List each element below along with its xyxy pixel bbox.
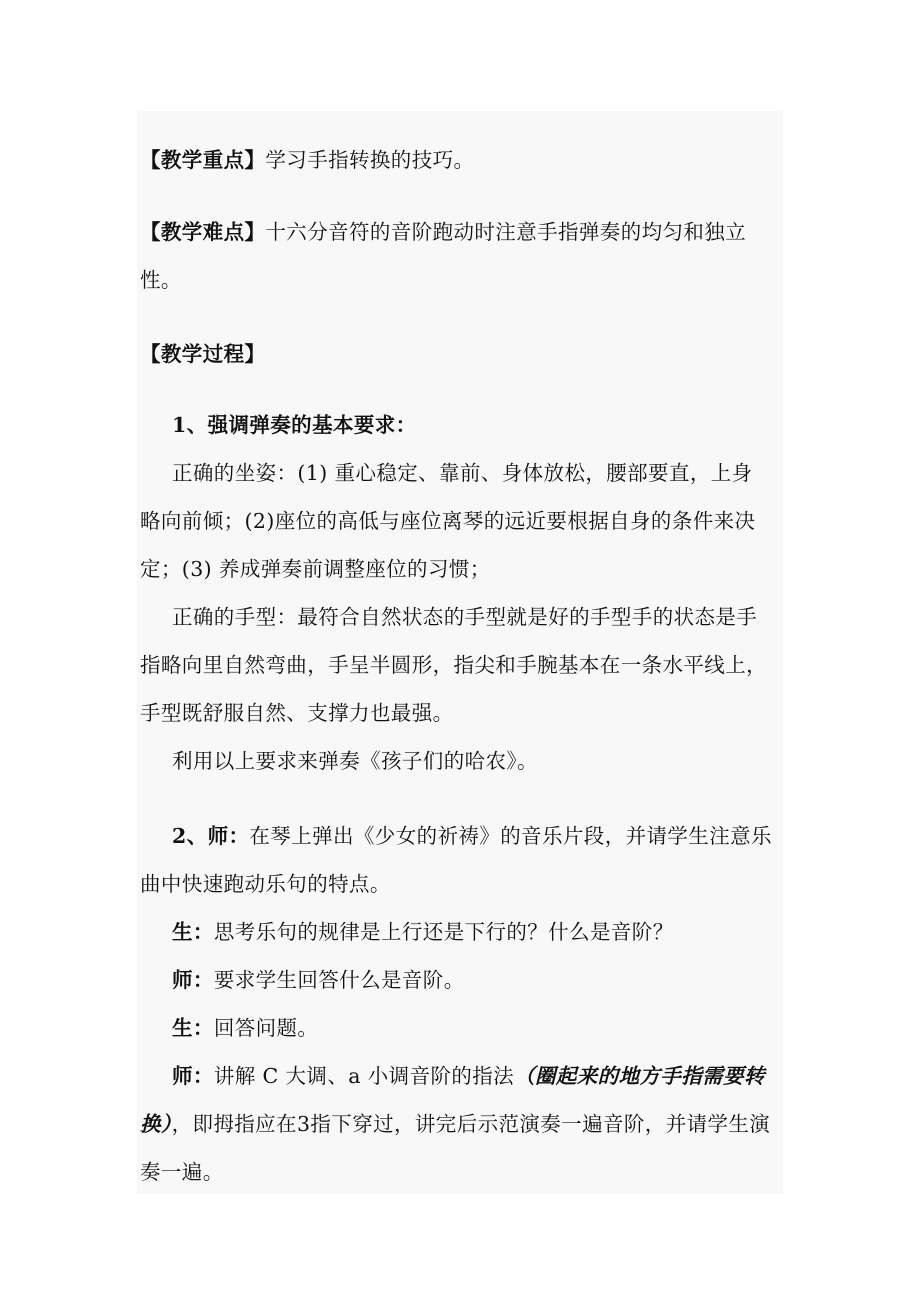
label-colon: ： — [192, 1016, 214, 1040]
section-2-number: 2、 — [172, 824, 208, 848]
teaching-focus — [140, 136, 786, 184]
teaching-process-heading — [140, 330, 786, 378]
fingering-note-cont: 换） — [140, 1112, 172, 1136]
teaching-difficulty-text: 十六分音符的音阶跑动时注意手指弹奏的均匀和独立 — [265, 220, 747, 244]
dialogue-line — [140, 908, 786, 956]
dialogue-line — [140, 1052, 786, 1100]
teaching-focus-text: 学习手指转换的技巧。 — [265, 148, 475, 172]
teaching-process-label: 【教学过程】 — [140, 342, 266, 366]
teacher-label: 师 — [207, 824, 229, 848]
posture-line: 正确的坐姿：(1) 重心稳定、靠前、身体放松，腰部要直，上身 — [172, 461, 753, 485]
teacher-text-cont: ，即拇指应在3指下穿过，讲完后示范演奏一遍音阶，并请学生演 — [171, 1112, 771, 1136]
teacher-label: 师 — [172, 1064, 193, 1088]
student-text: 思考乐句的规律是上行还是下行的？什么是音阶？ — [213, 920, 674, 944]
apply-requirements-line: 利用以上要求来弹奏《孩子们的哈农》。 — [172, 749, 538, 773]
teaching-difficulty — [140, 208, 786, 304]
posture-line: 略向前倾；(2)座位的高低与座位离琴的远近要根据自身的条件来决 — [140, 509, 756, 533]
teacher-text: 讲解 C 大调、a 小调音阶的指法 — [213, 1064, 515, 1088]
teacher-text: 在琴上弹出《少女的祈祷》的音乐片段，并请学生注意乐 — [249, 824, 772, 848]
student-label: 生 — [172, 920, 193, 944]
hand-shape-line: 手型既舒服自然、支撑力也最强。 — [140, 701, 454, 725]
section-1-heading: 1、强调弹奏的基本要求： — [172, 413, 417, 437]
section-2 — [140, 812, 786, 1196]
dialogue-line — [140, 956, 786, 1004]
student-label: 生 — [172, 1016, 193, 1040]
label-colon: ： — [192, 1064, 214, 1088]
teacher-text-cont: 曲中快速跑动乐句的特点。 — [140, 872, 391, 896]
hand-shape-line: 正确的手型：最符合自然状态的手型就是好的手型手的状态是手 — [172, 605, 758, 629]
teacher-text: 要求学生回答什么是音阶。 — [213, 968, 465, 992]
student-text: 回答问题。 — [213, 1016, 319, 1040]
dialogue-line — [140, 1004, 786, 1052]
hand-shape-line: 指略向里自然弯曲，手呈半圆形，指尖和手腕基本在一条水平线上， — [140, 653, 767, 677]
fingering-note: （圈起来的地方手指需要转 — [514, 1064, 765, 1088]
label-colon: ： — [192, 968, 214, 992]
teaching-focus-label: 【教学重点】 — [140, 148, 266, 172]
section-1 — [140, 401, 786, 785]
teaching-difficulty-label: 【教学难点】 — [140, 220, 266, 244]
teacher-text-cont: 奏一遍。 — [140, 1160, 224, 1184]
label-colon: ： — [228, 824, 250, 848]
teacher-label: 师 — [172, 968, 193, 992]
label-colon: ： — [192, 920, 214, 944]
posture-line: 定；(3) 养成弹奏前调整座位的习惯； — [140, 557, 491, 581]
teaching-difficulty-text-cont: 性。 — [140, 268, 182, 292]
